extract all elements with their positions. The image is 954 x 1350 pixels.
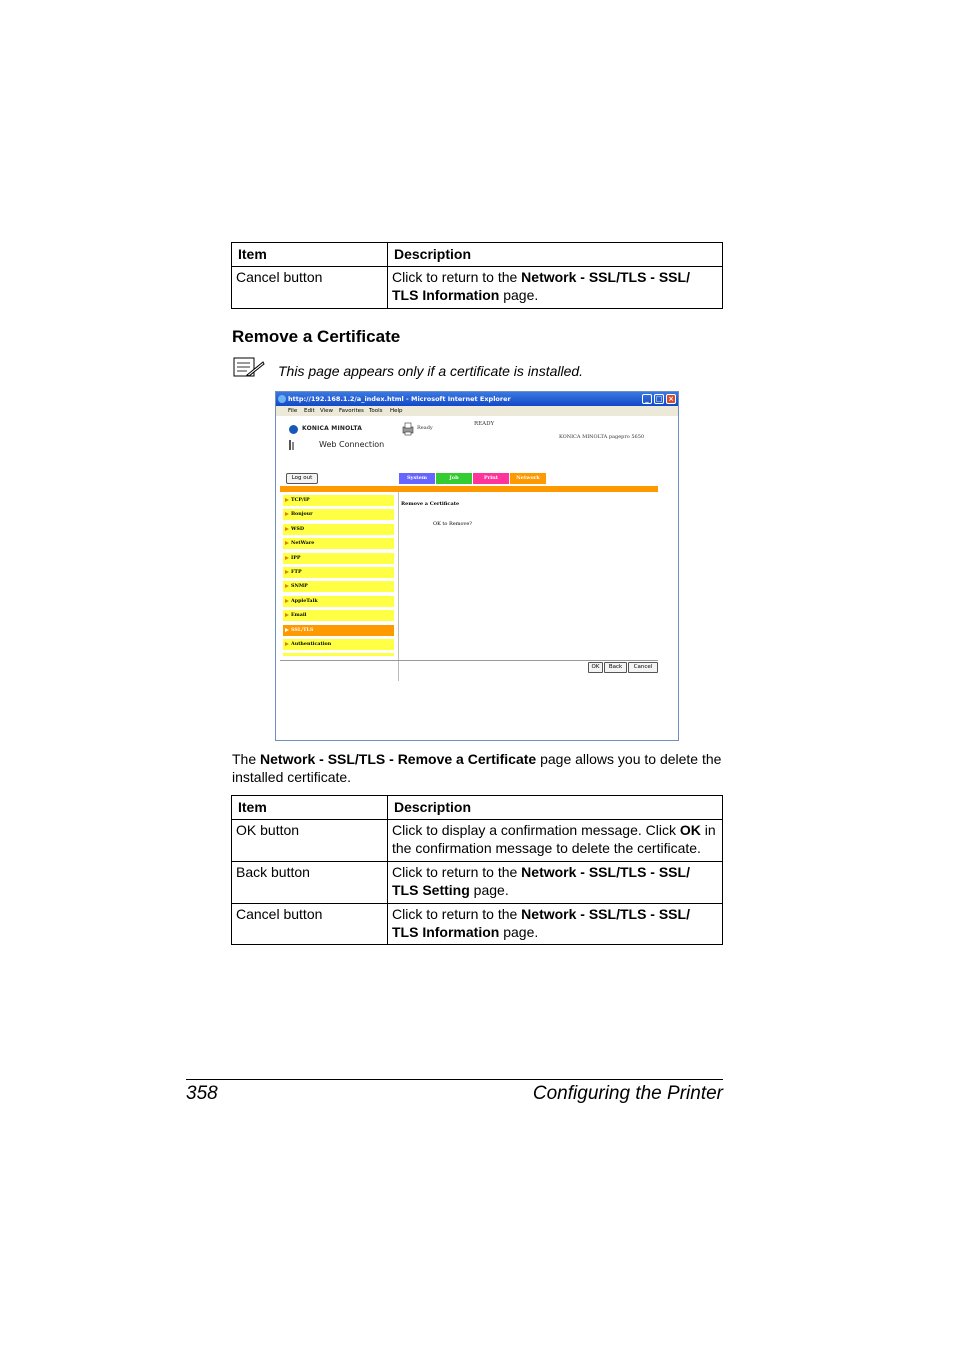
item-cell: OK button (232, 820, 388, 862)
description-cell: Click to return to the Network - SSL/TLS - SSL/ TLS Setting page. (388, 862, 723, 904)
arrow-right-icon (285, 599, 289, 603)
printer-model: KONICA MINOLTA pagepro 5650 (559, 434, 645, 440)
menu-help[interactable]: Help (390, 408, 403, 414)
menu-bar (276, 406, 678, 416)
logout-button[interactable]: Log out (286, 473, 318, 484)
menu-edit[interactable]: Edit (304, 408, 315, 414)
header-item: Item (232, 243, 388, 267)
arrow-right-icon (285, 642, 289, 646)
menu-tools[interactable]: Tools (369, 408, 383, 414)
tab-system[interactable]: System (399, 473, 435, 484)
footer-rule (186, 1079, 723, 1080)
menu-view[interactable]: View (320, 408, 334, 414)
printer-icon (401, 422, 415, 436)
table-row (232, 267, 723, 309)
sidebar-item-bonjour[interactable]: Bonjour (283, 509, 394, 520)
window-titlebar (276, 392, 678, 406)
arrow-right-icon (285, 556, 289, 560)
tab-job[interactable]: Job (436, 473, 472, 484)
ie-icon (278, 395, 286, 403)
description-cell: Click to return to the Network - SSL/TLS - SSL/ TLS Information page. (388, 904, 723, 945)
divider (280, 660, 658, 661)
sidebar-item-wsd[interactable]: WSD (283, 524, 394, 535)
konica-minolta-logo (289, 425, 298, 434)
page-content (276, 416, 678, 740)
status-ready: READY (474, 421, 495, 427)
sidebar-item-snmp[interactable]: SNMP (283, 581, 394, 592)
browser-screenshot (275, 391, 679, 741)
close-icon[interactable]: × (666, 394, 676, 404)
sidebar-item-netware[interactable]: NetWare (283, 538, 394, 549)
sidebar-item-appletalk[interactable]: AppleTalk (283, 596, 394, 607)
pagescope-icon (289, 440, 303, 450)
menu-file[interactable]: File (288, 408, 298, 414)
table-cancel-item (231, 242, 723, 309)
table-header-row (232, 796, 723, 820)
menu-favorites[interactable]: Favorites (339, 408, 364, 414)
section-heading: Remove a Certificate (232, 327, 401, 346)
window-title: http://192.168.1.2/a_index.html - Microsoft Internet Explorer (288, 395, 511, 403)
sidebar-item-ssltls[interactable]: SSL/TLS (283, 625, 394, 636)
header-description: Description (388, 243, 723, 267)
confirmation-question: OK to Remove? (433, 521, 472, 527)
table-row (232, 904, 723, 945)
note-pad-icon (233, 356, 265, 378)
tab-print[interactable]: Print (473, 473, 509, 484)
arrow-right-icon (285, 584, 289, 588)
arrow-right-icon (285, 570, 289, 574)
table-row (232, 820, 723, 862)
web-connection-label: Web Connection (319, 440, 385, 449)
header-description: Description (388, 796, 723, 820)
arrow-right-icon (285, 628, 289, 632)
ok-button[interactable]: OK (588, 662, 603, 673)
brand-name: KONICA MINOLTA (302, 425, 363, 432)
arrow-right-icon (285, 613, 289, 617)
back-button[interactable]: Back (604, 662, 627, 673)
status-ready-small: Ready (417, 425, 433, 431)
network-sidebar (280, 492, 399, 681)
sidebar-item-ipp[interactable]: IPP (283, 553, 394, 564)
description-cell: Click to display a confirmation message. Click OK in the confirmation message to delete the certificate. (388, 820, 723, 862)
description-paragraph: The Network - SSL/TLS - Remove a Certificate page allows you to delete the installed certificate. (232, 751, 722, 785)
table-buttons (231, 795, 723, 945)
main-page-title: Remove a Certificate (401, 501, 460, 507)
table-row (232, 862, 723, 904)
sidebar-item-authentication[interactable]: Authentication (283, 639, 394, 650)
arrow-right-icon (285, 498, 289, 502)
arrow-right-icon (285, 541, 289, 545)
description-cell: Click to return to the Network - SSL/TLS - SSL/ TLS Information page. (388, 267, 723, 309)
note-text: This page appears only if a certificate is installed. (278, 363, 584, 379)
tab-network[interactable]: Network (510, 473, 546, 484)
arrow-right-icon (285, 512, 289, 516)
maximize-icon[interactable]: □ (655, 395, 663, 403)
sidebar-item-tcpip[interactable]: TCP/IP (283, 495, 394, 506)
item-cell: Cancel button (232, 904, 388, 945)
table-header-row (232, 243, 723, 267)
sidebar-item-email[interactable]: Email (283, 610, 394, 621)
arrow-right-icon (285, 527, 289, 531)
page-number: 358 (186, 1083, 218, 1104)
sidebar-item-blank (283, 653, 394, 656)
item-cell: Back button (232, 862, 388, 904)
header-item: Item (232, 796, 388, 820)
sidebar-item-ftp[interactable]: FTP (283, 567, 394, 578)
minimize-icon[interactable]: _ (642, 394, 652, 404)
chapter-title: Configuring the Printer (532, 1083, 723, 1104)
item-cell: Cancel button (232, 267, 388, 309)
cancel-button[interactable]: Cancel (628, 662, 658, 673)
